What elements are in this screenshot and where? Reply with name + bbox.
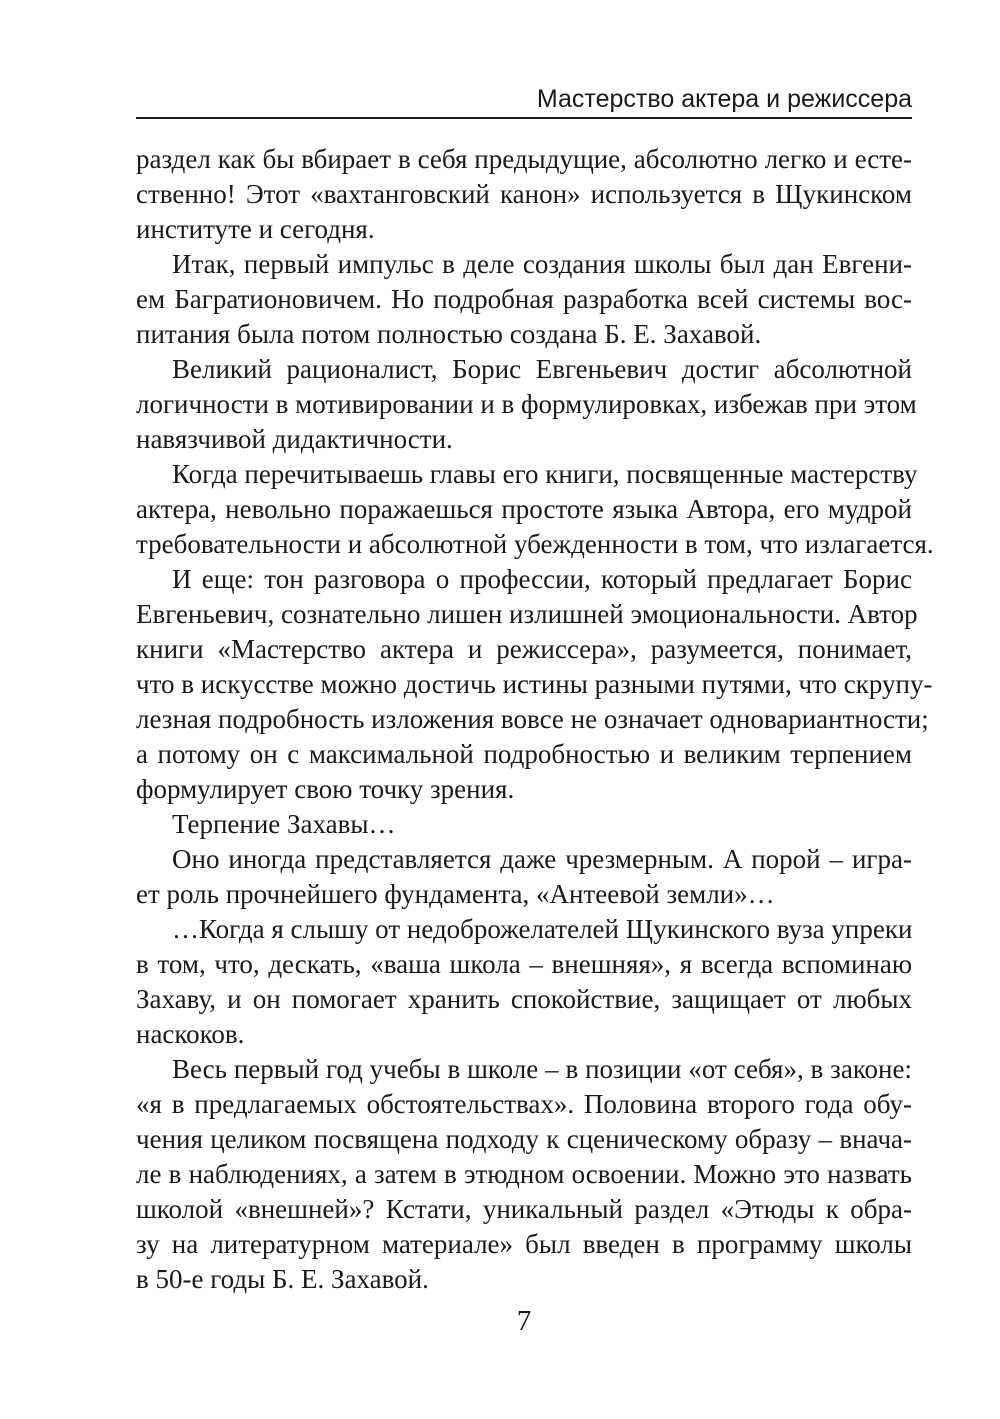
text-line: навязчивой дидактичности. [136, 424, 453, 454]
text-line: чения целиком посвящена подходу к сценическому образу – внача- [136, 1124, 912, 1154]
text-line: Захаву, и он помогает хранить спокойствие, защищает от любых [136, 984, 912, 1014]
text-line: логичности в мотивировании и в формулировках, избежав при этом [136, 389, 917, 419]
text-line: ет роль прочнейшего фундамента, «Антеевой земли»… [136, 879, 775, 909]
text-line: что в искусстве можно достичь истины разными путями, что скрупу- [136, 669, 933, 699]
running-header-title: Мастерство актера и режиссера [536, 85, 912, 113]
text-line: раздел как бы вбирает в себя предыдущие, абсолютно легко и есте- [136, 144, 912, 174]
text-line: в 50-е годы Б. Е. Захавой. [136, 1264, 429, 1294]
text-line: «я в предлагаемых обстоятельствах». Половина второго года обу- [136, 1089, 912, 1119]
page-number: 7 [516, 1305, 532, 1337]
text-line: Итак, первый импульс в деле создания школы был дан Евгени- [172, 249, 912, 279]
header-rule [136, 117, 912, 119]
text-line: требовательности и абсолютной убежденности в том, что излагается. [136, 529, 934, 559]
text-line: ственно! Этот «вахтанговский канон» используется в Щукинском [136, 179, 912, 209]
text-line: ем Багратионовичем. Но подробная разработка всей системы вос- [136, 284, 912, 314]
text-line: питания была потом полностью создана Б. Е. Захавой. [136, 319, 762, 349]
text-line: Евгеньевич, сознательно лишен излишней эмоциональности. Автор [136, 599, 918, 629]
text-line: ле в наблюдениях, а затем в этюдном освоении. Можно это назвать [136, 1159, 912, 1189]
paragraph [136, 352, 917, 457]
text-line: институте и сегодня. [136, 214, 375, 244]
paragraph [136, 247, 912, 352]
text-line: …Когда я слышу от недоброжелателей Щукинского вуза упреки [172, 914, 913, 944]
paragraph [136, 562, 933, 807]
paragraph [136, 1052, 912, 1297]
text-line: Когда перечитываешь главы его книги, посвященные мастерству [172, 459, 918, 489]
text-line: а потому он с максимальной подробностью и великим терпением [136, 739, 912, 769]
text-line: школой «внешней»? Кстати, уникальный раздел «Этюды к обра- [136, 1194, 912, 1224]
text-line: И еще: тон разговора о профессии, который предлагает Борис [172, 564, 912, 594]
text-line: Терпение Захавы… [172, 809, 396, 839]
text-line: Весь первый год учебы в школе – в позиции «от себя», в законе: [172, 1054, 912, 1084]
paragraph [136, 142, 912, 247]
text-line: лезная подробность изложения вовсе не означает одновариантности; [136, 704, 929, 734]
body-text [136, 142, 934, 1297]
text-line: наскоков. [136, 1019, 245, 1049]
text-line: книги «Мастерство актера и режиссера», разумеется, понимает, [136, 634, 912, 664]
text-line: формулирует свою точку зрения. [136, 774, 515, 804]
text-line: зу на литературном материале» был введен в программу школы [136, 1229, 912, 1259]
paragraph [136, 842, 912, 912]
paragraph [136, 912, 912, 1052]
text-line: Великий рационалист, Борис Евгеньевич достиг абсолютной [172, 354, 912, 384]
paragraph [136, 807, 912, 842]
text-line: актера, невольно поражаешься простоте языка Автора, его мудрой [136, 494, 912, 524]
text-line: в том, что, дескать, «ваша школа – внешняя», я всегда вспоминаю [136, 949, 912, 979]
text-line: Оно иногда представляется даже чрезмерным. А порой – игра- [172, 844, 912, 874]
paragraph [136, 457, 934, 562]
